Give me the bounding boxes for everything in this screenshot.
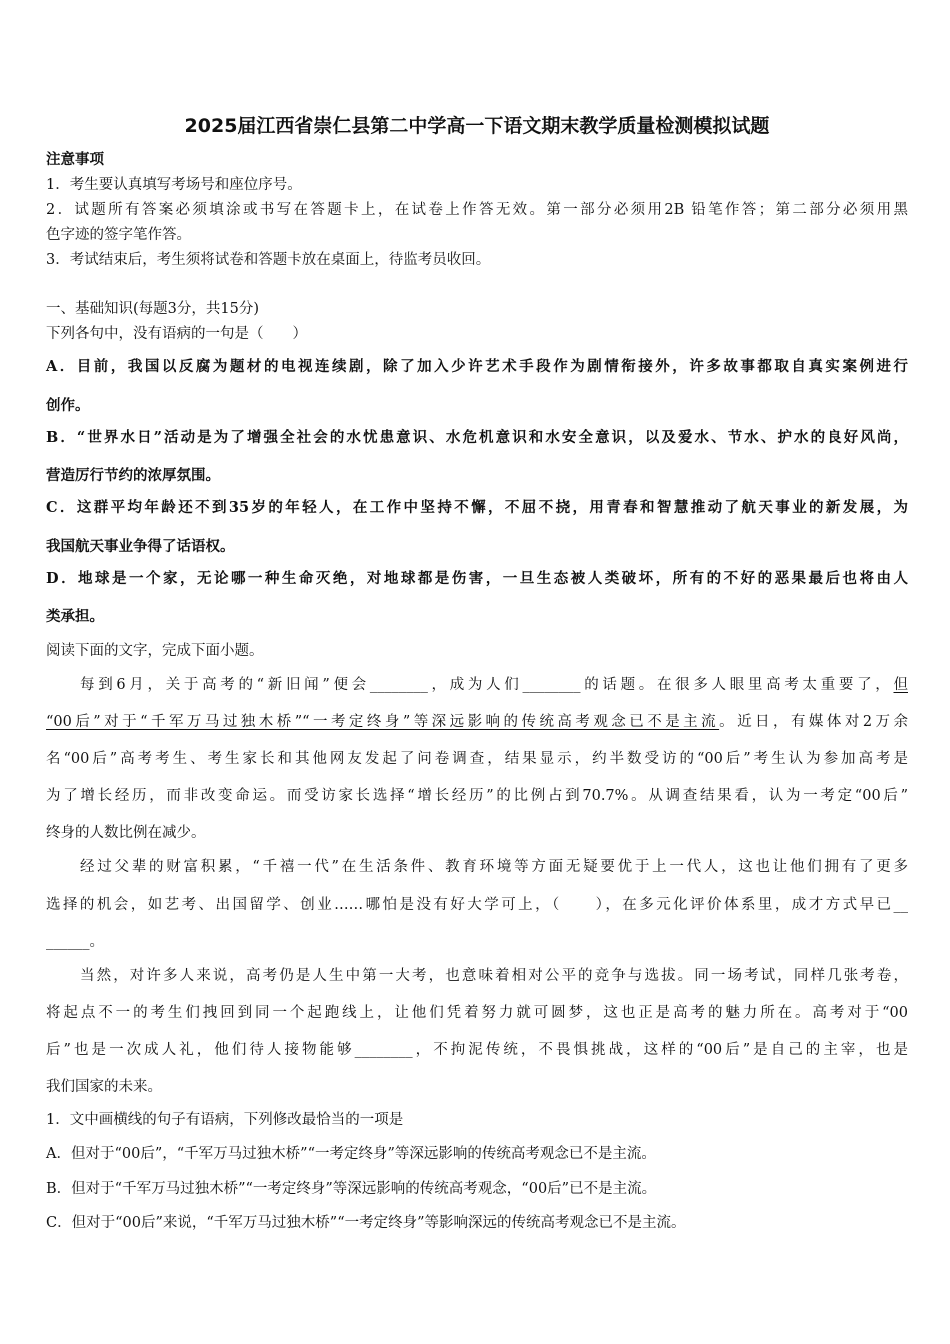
reading-intro: 阅读下面的文字，完成下面小题。 bbox=[46, 643, 264, 659]
option-a-line-1: A．目前，我国以反腐为题材的电视连续剧，除了加入少许艺术手段作为剧情衔接外，许多故事都取自真实案例进行 bbox=[46, 358, 908, 375]
para2-line-1: 经过父辈的财富积累，“千禧一代”在生活条件、教育环境等方面无疑要优于上一代人，这也让他们拥有了更多 bbox=[80, 859, 908, 875]
option-d-line-2: 类承担。 bbox=[46, 608, 104, 625]
para1-line-5: 终身的人数比例在减少。 bbox=[46, 825, 206, 841]
para1-line-3: 名“00后”高考考生、考生家长和其他网友发起了问卷调查，结果显示，约半数受访的“00后”考生认为参加高考是 bbox=[46, 751, 908, 767]
underlined-sentence-start: 但 bbox=[893, 677, 908, 693]
q1-option-c: C．但对于“00后”来说，“千军万马过独木桥”“一考定终身”等影响深远的传统高考观念已不是主流。 bbox=[46, 1215, 686, 1231]
q1-stem: 1．文中画横线的句子有语病，下列修改最恰当的一项是 bbox=[46, 1112, 404, 1128]
para2-line-3: ______。 bbox=[46, 934, 104, 950]
q1-option-b: B．但对于“千军万马过独木桥”“一考定终身”等深远影响的传统高考观念，“00后”已不是主流。 bbox=[46, 1181, 657, 1197]
notice-item-3: 3．考试结束后，考生须将试卷和答题卡放在桌面上，待监考员收回。 bbox=[46, 252, 491, 268]
para1-line-4: 为了增长经历，而非改变命运。而受访家长选择“增长经历”的比例占到70.7%。从调查结果看，认为一考定“00后” bbox=[46, 788, 908, 804]
notice-heading: 注意事项 bbox=[46, 152, 104, 168]
option-d-line-1: D．地球是一个家，无论哪一种生命灭绝，对地球都是伤害，一旦生态被人类破坏，所有的不好的恶果最后也将由人 bbox=[46, 570, 908, 587]
notice-item-1: 1．考生要认真填写考场号和座位序号。 bbox=[46, 177, 302, 193]
para3-line-1: 当然，对许多人来说，高考仍是人生中第一大考，也意味着相对公平的竞争与选拔。同一场考试，同样几张考卷， bbox=[80, 968, 908, 984]
para2-line-2: 选择的机会，如艺考、出国留学、创业……哪怕是没有好大学可上，（ ），在多元化评价体系里，成才方式早已__ bbox=[46, 897, 908, 913]
para3-line-2: 将起点不一的考生们拽回到同一个起跑线上，让他们凭着努力就可圆梦，这也正是高考的魅力所在。高考对于“00 bbox=[46, 1005, 908, 1021]
para3-line-3: 后”也是一次成人礼，他们待人接物能够________，不拘泥传统，不畏惧挑战，这样的“00后”是自己的主宰，也是 bbox=[46, 1042, 908, 1058]
para1-line-2: “00后”对于“千军万马过独木桥”“一考定终身”等深远影响的传统高考观念已不是主流。近日，有媒体对2万余 bbox=[46, 714, 908, 730]
option-a-line-2: 创作。 bbox=[46, 397, 90, 414]
notice-item-2: 2．试题所有答案必须填涂或书写在答题卡上，在试卷上作答无效。第一部分必须用2B 铅笔作答；第二部分必须用黑 bbox=[46, 202, 908, 218]
para3-line-4: 我们国家的未来。 bbox=[46, 1079, 162, 1095]
option-b-line-1: B．“世界水日”活动是为了增强全社会的水忧患意识、水危机意识和水安全意识，以及爱水、节水、护水的良好风尚， bbox=[46, 429, 908, 446]
option-b-line-2: 营造厉行节约的浓厚氛围。 bbox=[46, 467, 220, 484]
question-stem: 下列各句中，没有语病的一句是（ ） bbox=[46, 326, 307, 342]
q1-option-a: A．但对于“00后”，“千军万马过独木桥”“一考定终身”等深远影响的传统高考观念已不是主流。 bbox=[46, 1146, 656, 1162]
page-title: 2025届江西省崇仁县第二中学高一下语文期末教学质量检测模拟试题 bbox=[184, 115, 770, 137]
option-c-line-2: 我国航天事业争得了话语权。 bbox=[46, 538, 235, 555]
section-heading: 一、基础知识(每题3分，共15分) bbox=[46, 301, 259, 317]
notice-item-2-cont: 色字迹的签字笔作答。 bbox=[46, 227, 191, 243]
underlined-sentence: “00后”对于“千军万马过独木桥”“一考定终身”等深远影响的传统高考观念已不是主流 bbox=[46, 714, 720, 730]
para1-line-1: 每到6月，关于高考的“新旧闻”便会________，成为人们________的话题。在很多人眼里高考太重要了，但 bbox=[80, 677, 908, 693]
option-c-line-1: C．这群平均年龄还不到35岁的年轻人，在工作中坚持不懈，不屈不挠，用青春和智慧推动了航天事业的新发展，为 bbox=[46, 499, 908, 516]
